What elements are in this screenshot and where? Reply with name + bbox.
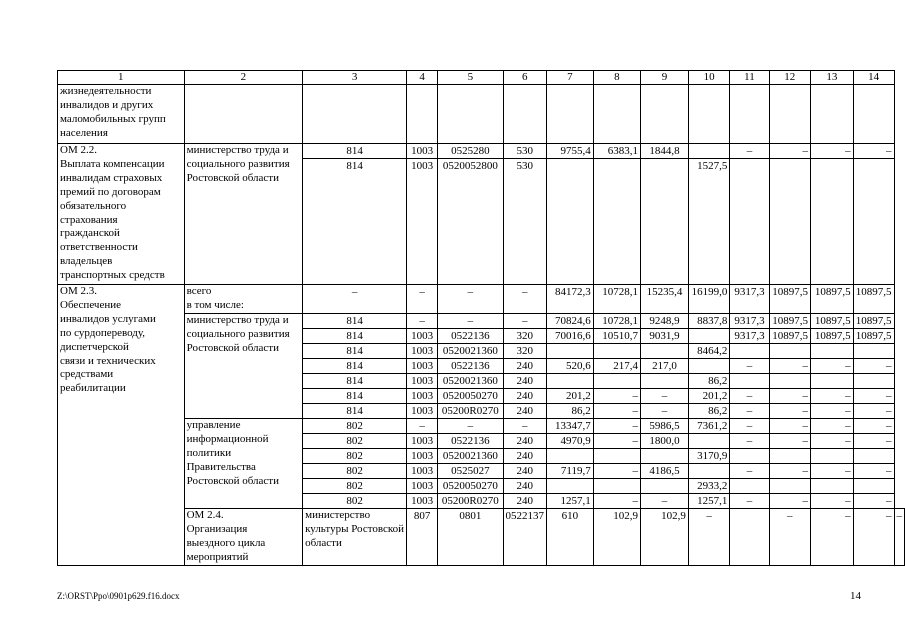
table-cell: 802 <box>303 419 407 434</box>
table-cell: – <box>730 434 769 449</box>
table-cell: – <box>641 494 689 509</box>
measure-title <box>58 285 185 566</box>
measure-title-line: ответственности <box>60 241 138 254</box>
table-cell: 10897,5 <box>853 285 894 314</box>
table-cell: – <box>503 314 547 329</box>
header-cell: 7 <box>547 71 594 85</box>
table-cell <box>688 144 729 159</box>
measure-title-line: диспетчерской <box>60 340 129 353</box>
table-cell: – <box>438 285 503 314</box>
table-cell: 4970,9 <box>547 434 594 449</box>
table-cell <box>303 85 407 144</box>
table-cell: 814 <box>303 329 407 344</box>
measure-title-line: гражданской <box>60 227 120 240</box>
continuation-title <box>58 85 185 144</box>
table-cell <box>811 159 854 285</box>
table-cell: 217,4 <box>593 359 640 374</box>
table-cell: – <box>853 389 894 404</box>
table-cell: 0522137 <box>503 509 547 566</box>
header-row <box>58 71 905 85</box>
header-cell: 9 <box>641 71 689 85</box>
table-cell: – <box>407 285 438 314</box>
table-cell <box>853 479 894 494</box>
table-cell: – <box>407 419 438 434</box>
table-cell: 10728,1 <box>593 285 640 314</box>
table-cell: 802 <box>303 464 407 479</box>
table-cell: – <box>811 389 854 404</box>
table-cell: – <box>730 389 769 404</box>
table-cell: 240 <box>503 479 547 494</box>
table-cell: 70824,6 <box>547 314 594 329</box>
table-row <box>58 509 905 566</box>
table-cell: 86,2 <box>688 404 729 419</box>
table-cell: – <box>769 434 810 449</box>
table-cell <box>593 449 640 464</box>
table-cell <box>769 85 810 144</box>
table-cell: 70016,6 <box>547 329 594 344</box>
table-cell: – <box>730 359 769 374</box>
executor-name-line: министерство <box>305 509 371 521</box>
header-cell: 5 <box>438 71 503 85</box>
continuation-title-line: жизнедеятельности <box>60 85 152 97</box>
table-cell: – <box>303 285 407 314</box>
header-cell: 8 <box>593 71 640 85</box>
table-cell: – <box>641 404 689 419</box>
table-cell: – <box>593 404 640 419</box>
table-cell: 320 <box>503 344 547 359</box>
table-cell: 6383,1 <box>593 144 640 159</box>
table-row <box>58 85 905 144</box>
header-cell: 10 <box>688 71 729 85</box>
executor-name-line: Ростовской области <box>186 171 279 184</box>
table-cell: – <box>407 314 438 329</box>
table-cell: 320 <box>503 329 547 344</box>
table-cell <box>593 159 640 285</box>
executor-name <box>184 314 303 419</box>
table-cell: 4186,5 <box>641 464 689 479</box>
table-cell <box>730 85 769 144</box>
table-cell <box>547 479 594 494</box>
table-cell: – <box>688 509 729 566</box>
table-body <box>58 85 905 566</box>
table-cell <box>730 449 769 464</box>
table-cell: 240 <box>503 359 547 374</box>
measure-title-line: транспортных средств <box>60 269 165 282</box>
executor-name-line: управление <box>186 419 241 431</box>
table-cell <box>811 344 854 359</box>
measure-title-line: обязательного <box>60 199 127 212</box>
row-label-line: в том числе: <box>186 298 244 311</box>
table-row <box>58 144 905 159</box>
table-cell: – <box>811 359 854 374</box>
table-cell: 0522136 <box>438 434 503 449</box>
table-cell: 10897,5 <box>811 314 854 329</box>
measure-title-line: владельцев <box>60 255 113 268</box>
table-cell: 530 <box>503 159 547 285</box>
table-cell <box>407 85 438 144</box>
measure-title-line: Организация <box>186 522 248 535</box>
table-cell: – <box>894 509 905 566</box>
table-cell: 240 <box>503 494 547 509</box>
table-cell: 0525280 <box>438 144 503 159</box>
table-cell: – <box>769 464 810 479</box>
table-cell <box>811 449 854 464</box>
measure-title-line: страхования <box>60 213 118 226</box>
page-number: 14 <box>850 590 861 602</box>
table-cell: 9317,3 <box>730 285 769 314</box>
table-cell: – <box>811 494 854 509</box>
executor-name <box>184 144 303 285</box>
table-cell: 86,2 <box>547 404 594 419</box>
table-cell <box>641 374 689 389</box>
table-cell: 10897,5 <box>853 329 894 344</box>
executor-name-line: министерство труда и <box>186 144 289 156</box>
executor-name <box>184 419 303 509</box>
table-cell: 1003 <box>407 374 438 389</box>
table-cell: – <box>730 464 769 479</box>
continuation-title-line: инвалидов и других <box>60 98 154 111</box>
table-cell: – <box>438 419 503 434</box>
table-cell: – <box>769 419 810 434</box>
table-cell: 814 <box>303 359 407 374</box>
header-cell: 12 <box>769 71 810 85</box>
table-cell <box>811 85 854 144</box>
table-cell: 10897,5 <box>769 314 810 329</box>
table-cell: – <box>811 434 854 449</box>
table-cell: – <box>730 404 769 419</box>
table-cell: 9248,9 <box>641 314 689 329</box>
table-cell: – <box>811 404 854 419</box>
table-cell: 807 <box>407 509 438 566</box>
table-row <box>58 419 905 434</box>
table-cell <box>811 374 854 389</box>
table-cell: 1003 <box>407 464 438 479</box>
measure-title-line: мероприятий <box>186 550 249 563</box>
measure-title <box>184 509 303 566</box>
measure-title-line: по сурдопереводу, <box>60 326 146 339</box>
table-cell: 102,9 <box>641 509 689 566</box>
table-cell <box>438 85 503 144</box>
table-cell <box>641 85 689 144</box>
table-cell <box>688 329 729 344</box>
table-cell: 610 <box>547 509 594 566</box>
table-cell <box>593 374 640 389</box>
executor-name-line: министерство труда и <box>186 314 289 326</box>
table-cell: 0520052800 <box>438 159 503 285</box>
table-cell <box>688 359 729 374</box>
table-cell: – <box>730 144 769 159</box>
table-cell <box>730 509 769 566</box>
table-cell <box>853 159 894 285</box>
table-cell: 1003 <box>407 344 438 359</box>
table-cell <box>769 159 810 285</box>
table-cell: 05200R0270 <box>438 404 503 419</box>
table-cell: – <box>730 419 769 434</box>
table-cell: 1003 <box>407 389 438 404</box>
table-cell: 240 <box>503 404 547 419</box>
table-cell <box>688 85 729 144</box>
table-cell: 0520021360 <box>438 449 503 464</box>
measure-title-line: Выплата компенсации <box>60 157 165 170</box>
table-cell: 84172,3 <box>547 285 594 314</box>
executor-name-line: социального развития <box>186 327 290 340</box>
table-cell: – <box>853 494 894 509</box>
table-cell <box>593 85 640 144</box>
table-cell <box>730 344 769 359</box>
table-cell: 0801 <box>438 509 503 566</box>
table-cell: – <box>769 494 810 509</box>
executor-name-line: Правительства <box>186 460 256 473</box>
table-cell: 802 <box>303 449 407 464</box>
executor-name-line: Ростовской области <box>186 474 279 487</box>
table-cell: 201,2 <box>688 389 729 404</box>
table-cell: 240 <box>503 464 547 479</box>
measure-title-line: ОМ 2.3. <box>60 285 97 297</box>
table-cell: 2933,2 <box>688 479 729 494</box>
table-cell: 530 <box>503 144 547 159</box>
table-cell: 1003 <box>407 359 438 374</box>
table-cell <box>641 344 689 359</box>
table-cell: 1003 <box>407 449 438 464</box>
table-cell: 1527,5 <box>688 159 729 285</box>
table-cell: – <box>853 509 894 566</box>
table-cell: 15235,4 <box>641 285 689 314</box>
measure-title-line: выездного цикла <box>186 536 266 549</box>
table-cell: 3170,9 <box>688 449 729 464</box>
measure-title-line: инвалидов услугами <box>60 312 156 325</box>
table-cell: 1800,0 <box>641 434 689 449</box>
table-cell: 802 <box>303 494 407 509</box>
row-label-line: всего <box>186 285 212 297</box>
table-cell: 1003 <box>407 144 438 159</box>
table-row <box>58 285 905 314</box>
header-cell: 1 <box>58 71 185 85</box>
file-path: Z:\ORST\Ppo\0901p629.f16.docx <box>57 591 180 601</box>
table-cell: 8837,8 <box>688 314 729 329</box>
table-cell <box>547 449 594 464</box>
table-cell <box>547 85 594 144</box>
table-cell <box>769 479 810 494</box>
table-cell <box>730 479 769 494</box>
table-cell: 10897,5 <box>769 329 810 344</box>
table-cell: – <box>811 464 854 479</box>
table-cell <box>641 449 689 464</box>
table-cell: 102,9 <box>593 509 640 566</box>
table-cell: 1003 <box>407 494 438 509</box>
table-cell: 13347,7 <box>547 419 594 434</box>
table-cell: – <box>853 419 894 434</box>
table-cell <box>593 479 640 494</box>
table-cell <box>811 479 854 494</box>
table-cell: 217,0 <box>641 359 689 374</box>
table-cell: – <box>811 509 854 566</box>
table-cell <box>641 159 689 285</box>
table-cell: 1003 <box>407 329 438 344</box>
table-cell: 9317,3 <box>730 314 769 329</box>
table-cell: 1257,1 <box>547 494 594 509</box>
table-cell: 1003 <box>407 404 438 419</box>
table-cell: – <box>593 434 640 449</box>
continuation-title-line: населения <box>60 126 108 139</box>
table-cell: 814 <box>303 144 407 159</box>
executor-name-line: политики <box>186 446 232 459</box>
measure-title-line: инвалидам страховых <box>60 171 163 184</box>
table-cell: 201,2 <box>547 389 594 404</box>
table-cell <box>688 464 729 479</box>
executor-name-line: социального развития <box>186 157 290 170</box>
executor-name <box>303 509 407 566</box>
header-cell: 6 <box>503 71 547 85</box>
table-cell: – <box>641 389 689 404</box>
executor-name-line: Ростовской области <box>186 341 279 354</box>
table-cell: 814 <box>303 404 407 419</box>
table-cell: 7119,7 <box>547 464 594 479</box>
table-cell: 1003 <box>407 479 438 494</box>
table-cell: 0520050270 <box>438 479 503 494</box>
table-cell: 0520021360 <box>438 374 503 389</box>
table-cell: 1844,8 <box>641 144 689 159</box>
table-cell: – <box>503 419 547 434</box>
budget-table <box>57 70 905 566</box>
table-cell: 1257,1 <box>688 494 729 509</box>
table-cell: 9317,3 <box>730 329 769 344</box>
table-cell: – <box>853 144 894 159</box>
table-cell: 0522136 <box>438 359 503 374</box>
row-label <box>184 285 303 314</box>
table-cell <box>593 344 640 359</box>
table-cell: 86,2 <box>688 374 729 389</box>
continuation-title-line: маломобильных групп <box>60 112 166 125</box>
table-cell: 5986,5 <box>641 419 689 434</box>
header-cell: 3 <box>303 71 407 85</box>
header-cell: 14 <box>853 71 894 85</box>
table-cell: – <box>853 434 894 449</box>
table-cell <box>730 159 769 285</box>
table-cell <box>688 434 729 449</box>
table-cell: – <box>853 404 894 419</box>
table-cell: 240 <box>503 389 547 404</box>
table-cell: – <box>503 285 547 314</box>
table-cell <box>853 85 894 144</box>
table-cell: 10897,5 <box>811 285 854 314</box>
table-cell <box>547 159 594 285</box>
table-cell <box>769 374 810 389</box>
table-cell <box>853 374 894 389</box>
table-cell: 10897,5 <box>769 285 810 314</box>
table-cell: – <box>811 419 854 434</box>
table-cell: – <box>769 359 810 374</box>
table-cell: 814 <box>303 159 407 285</box>
table-cell: 16199,0 <box>688 285 729 314</box>
table-cell <box>853 449 894 464</box>
table-cell: – <box>438 314 503 329</box>
table-cell <box>547 374 594 389</box>
table-cell <box>503 85 547 144</box>
table-cell: – <box>593 494 640 509</box>
table-cell: 814 <box>303 314 407 329</box>
table-cell: 814 <box>303 344 407 359</box>
table-cell: 240 <box>503 374 547 389</box>
measure-title <box>58 144 185 285</box>
table-cell: – <box>769 144 810 159</box>
table-cell <box>184 85 303 144</box>
table-cell: 05200R0270 <box>438 494 503 509</box>
table-cell: – <box>769 389 810 404</box>
table-cell: 802 <box>303 434 407 449</box>
measure-title-line: связи и технических <box>60 354 156 367</box>
table-row <box>58 314 905 329</box>
table-cell <box>730 374 769 389</box>
table-cell <box>547 344 594 359</box>
table-cell: – <box>853 464 894 479</box>
table-cell: 8464,2 <box>688 344 729 359</box>
measure-title-line: ОМ 2.2. <box>60 144 97 156</box>
header-cell: 2 <box>184 71 303 85</box>
table-cell: – <box>593 389 640 404</box>
table-cell: 1003 <box>407 159 438 285</box>
table-cell: 10897,5 <box>853 314 894 329</box>
header-cell: 4 <box>407 71 438 85</box>
table-cell: 814 <box>303 389 407 404</box>
table-cell: 7361,2 <box>688 419 729 434</box>
executor-name-line: культуры Ростовской <box>305 522 405 535</box>
table-cell: 0525027 <box>438 464 503 479</box>
table-cell: – <box>853 359 894 374</box>
table-cell: 0520021360 <box>438 344 503 359</box>
table-cell <box>769 344 810 359</box>
table-cell: – <box>730 494 769 509</box>
table-cell: 10510,7 <box>593 329 640 344</box>
table-cell: – <box>593 464 640 479</box>
header-cell: 11 <box>730 71 769 85</box>
measure-title-line: ОМ 2.4. <box>186 509 224 521</box>
table-cell: – <box>769 509 810 566</box>
table-cell: – <box>593 419 640 434</box>
header-cell: 13 <box>811 71 854 85</box>
executor-name-line: информационной <box>186 432 269 445</box>
table-cell: 9755,4 <box>547 144 594 159</box>
table-cell: 10897,5 <box>811 329 854 344</box>
measure-title-line: реабилитации <box>60 382 126 395</box>
table-cell: 814 <box>303 374 407 389</box>
table-cell: 240 <box>503 434 547 449</box>
table-cell: 10728,1 <box>593 314 640 329</box>
measure-title-line: премий по договорам <box>60 185 161 198</box>
table-cell <box>853 344 894 359</box>
executor-name-line: области <box>305 536 342 549</box>
table-cell: 0520050270 <box>438 389 503 404</box>
table-cell: 802 <box>303 479 407 494</box>
measure-title-line: Обеспечение <box>60 298 121 311</box>
table-cell: 520,6 <box>547 359 594 374</box>
table-cell: – <box>769 404 810 419</box>
measure-title-line: средствами <box>60 368 114 381</box>
table-cell: 9031,9 <box>641 329 689 344</box>
table-cell: 240 <box>503 449 547 464</box>
table-cell: – <box>811 144 854 159</box>
table-cell: 0522136 <box>438 329 503 344</box>
table-cell <box>641 479 689 494</box>
table-cell <box>769 449 810 464</box>
table-cell: 1003 <box>407 434 438 449</box>
